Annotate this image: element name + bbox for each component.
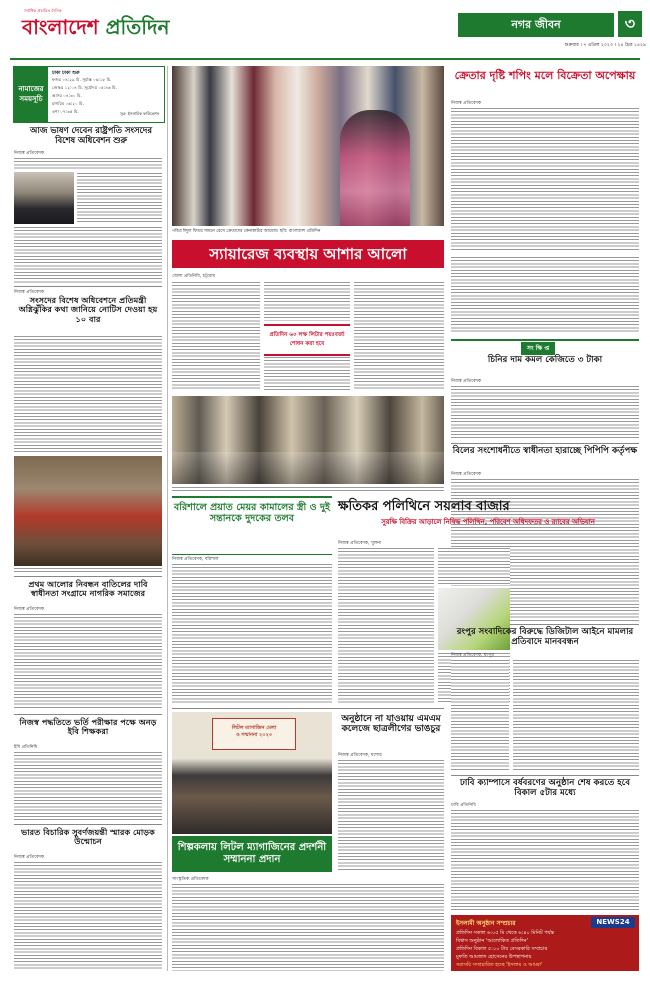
body-text	[14, 226, 162, 283]
divider	[14, 714, 162, 715]
ad-line2: বিশ্বাস অনুষ্ঠান 'আলোকিত প্রতিদিন'	[456, 938, 528, 944]
prayer-note: সূত্র: ইসলামিক ফাউন্ডেশন	[120, 111, 160, 116]
masthead-title-right: প্রতিদিন	[105, 15, 170, 39]
byline-bill: নিজস্ব প্রতিবেদক	[451, 472, 482, 477]
ad-lead: ইসলামী অনুষ্ঠান সম্প্রচার	[456, 920, 516, 927]
body-text	[451, 659, 509, 771]
headline-square: স্যায়ারেজ ব্যবস্থায় আশার আলো	[172, 240, 444, 268]
headline-fire: সংসদের বিশেষ অধিবেশনে প্রতিমন্ত্রী অগ্নিঝুঁকির কথা জানিয়ে নোটিস দেওয়া হয় ১০ বার	[18, 295, 158, 324]
prayer-box	[13, 66, 165, 123]
byline-president: নিজস্ব প্রতিবেদক	[14, 151, 45, 156]
body-text	[14, 613, 162, 710]
headline-campus: ঢাবি ক্যাম্পাসে বর্ষবরণের অনুষ্ঠান শেষ করতে হবে বিকাল ৫টার মধ্যে	[459, 778, 631, 798]
prayer-header: ঢাকা ঢাকা শুরু	[52, 71, 80, 76]
prayer-row: এশা ০৭:৩৫ মি.	[52, 109, 79, 114]
divider	[14, 576, 162, 577]
subhead-market: সুরক্ষি বিক্রির আড়ালে নিষিদ্ধ পলিথিন, পরিবেশ অধিদফতর ও র‍্যাবের অভিযান	[381, 518, 595, 526]
headline-little: শিল্পকলায় লিটল ম্যাগাজিনের প্রদর্শনী সম্মাননা প্রদান	[177, 841, 327, 865]
fire-photo	[14, 456, 162, 566]
section-name: নগর জীবন	[511, 18, 561, 31]
headline-teacher: প্রথম আলোর নিবন্ধন বাতিলের দাবি স্বাধীনতা সংগ্রামে নাগরিক সমাজের	[28, 579, 148, 599]
body-text	[338, 759, 444, 871]
banner-line2: ও সম্মাননা ২০২৩	[235, 732, 273, 738]
headline-barishal: বরিশালে প্রয়াত মেয়র কামালের স্ত্রী ও দুই সন্তানকে দুদকের তলব	[173, 502, 331, 525]
body-text	[14, 157, 162, 169]
body-text	[451, 385, 639, 440]
body-text	[264, 356, 350, 391]
body-text	[264, 281, 350, 321]
headline-shoppers: ক্রেতার দৃষ্টি শপিং মলে বিক্রেতা অপেক্ষায়	[454, 69, 636, 82]
byline-sugar: নিজস্ব প্রতিবেদক	[451, 379, 482, 384]
body-text	[451, 809, 639, 911]
byline-little: সাংস্কৃতিক প্রতিবেদক	[172, 877, 209, 882]
masthead-logo	[22, 13, 169, 46]
body-text	[438, 547, 510, 585]
body-text	[77, 172, 162, 224]
ad-line5: সরাসরি সম্প্রচারিত হচ্ছে 'ইসলাম ও আমরা'	[456, 962, 543, 968]
issue-date: শুক্রবার । ৭ এপ্রিল ২০২৩ । ২৪ চৈত্র ১৪২৯	[564, 43, 646, 48]
headline-rangpur: রংপুর সংবাদিকের বিরুদ্ধে ডিজিটাল আইনে মামলার প্রতিবাদে মানববন্ধন	[456, 627, 634, 647]
byline-campus: ঢাবি প্রতিনিধি	[451, 803, 476, 808]
body-text	[172, 883, 444, 971]
body-text	[14, 751, 162, 821]
divider	[451, 775, 639, 776]
barishal-box	[172, 496, 332, 555]
prayer-title: নামাজের সময়সূচি	[14, 67, 48, 122]
byline-teacher: নিজস্ব প্রতিবেদক	[14, 607, 45, 612]
prayer-row: জোহর ১২:০৪ মি. সূর্যোদয় ০৫:৪৬ মি.	[52, 85, 117, 90]
ad-line3: প্রতিদিন বিকাল ৫:০০ টায় বেসরকারি সম্প্রচার	[456, 946, 548, 952]
body-text	[513, 659, 639, 771]
column-rule	[167, 66, 168, 971]
prayer-row: আসর ০৪:৩০ মি.	[52, 93, 82, 98]
section-bar	[458, 13, 614, 37]
byline-shoppers: নিজস্ব প্রতিবেদক	[451, 101, 482, 106]
banner-line1: লিটল ম্যাগাজিন মেলা	[231, 725, 277, 731]
masthead-tagline: সর্বাধিক প্রচারিত দৈনিক	[24, 8, 62, 13]
byline-college: নিজস্ব প্রতিবেদক, যশোর	[338, 753, 382, 758]
body-text	[14, 335, 162, 453]
meeting-photo-row	[172, 452, 444, 484]
ad-line4: মুফতি আমজাদ হোসেনের উপস্থাপনায়	[456, 954, 532, 960]
divider	[172, 708, 444, 709]
headline-justice: ভারত বিচারিক সুবর্ণজয়ন্তী স্মারক মোড়ক উন্মোচন	[21, 827, 155, 847]
headline-market: ক্ষতিকর পলিথিনে সয়লাব বাজার	[338, 499, 510, 514]
byline-barishal: নিজস্ব প্রতিবেদক, বরিশাল	[172, 557, 219, 562]
brief-header	[451, 339, 639, 354]
brief-tag: সং ক্ষি প্ত	[521, 342, 555, 355]
photo-caption: পবিত্র ঈদুল ফিতর সামনে রেখে ক্রেতাদের কেনাকাটার আমেজ। ছবি: বাংলাদেশ প্রতিদিন	[172, 229, 321, 234]
littlemag-photo	[172, 712, 332, 834]
headline-sugar: চিনির দাম কমল কেজিতে ৩ টাকা	[487, 355, 603, 365]
news24-ad	[451, 915, 639, 971]
body-text	[354, 281, 444, 391]
body-text	[172, 281, 260, 391]
masthead-rule	[10, 58, 640, 60]
ad-logo	[591, 917, 635, 928]
body-text	[14, 861, 162, 971]
headline-college: অনুষ্ঠানে না যাওয়ায় এমএম কলেজে ছাত্রলীগের ভাঙচুর	[341, 714, 441, 735]
byline-market: নিজস্ব প্রতিবেদক, খুলনা	[338, 541, 382, 546]
headline-hsc: নিজস্ব পদ্ধতিতে ভর্তি পরীক্ষার পক্ষে অনড় ইবি শিক্ষকরা	[19, 717, 157, 737]
byline-fire: নিজস্ব প্রতিবেদক	[14, 290, 45, 295]
littlemag-banner	[212, 718, 296, 750]
president-photo	[14, 172, 74, 224]
byline-justice: নিজস্ব প্রতিবেদক	[14, 855, 45, 860]
prayer-row: মাগরিব ০৬:২০ মি.	[52, 101, 84, 106]
byline-square: জেলা প্রতিনিধি, চট্টগ্রাম	[172, 274, 216, 279]
pullquote-text: প্রতিদিন ৬০ লক্ষ লিটার পয়ঃবর্জ্য শোধন করা হবে	[269, 332, 345, 347]
body-text	[172, 563, 332, 703]
pullquote-square	[264, 324, 350, 356]
body-text	[451, 256, 639, 334]
prayer-row: ফজর ০৪:২৯ মি. সূর্যাস্ত ০৬:১৮ মি.	[52, 77, 112, 82]
photo-caption-text	[172, 486, 444, 492]
body-text	[338, 547, 434, 703]
shopping-photo-figure	[340, 110, 410, 226]
body-text	[451, 107, 639, 251]
divider	[451, 443, 639, 444]
headline-bill: বিলের সংশোধনীতে স্বাধীনতা হারাচ্ছে পিপিপি কর্তৃপক্ষ	[452, 446, 638, 456]
divider	[14, 286, 162, 287]
masthead-title-left: বাংলাদেশ	[22, 15, 106, 39]
page-number: ৩	[618, 11, 642, 37]
divider	[14, 824, 162, 825]
littlemag-headline-box	[172, 836, 332, 872]
byline-hsc: ইবি প্রতিনিধি	[14, 745, 38, 750]
ad-line1: প্রতিদিন সকাল ৬:০৫ মি থেকে ৬:৪০ মিনিট পর্যন্ত	[456, 930, 554, 936]
ad-logo-text: NEWS24	[596, 918, 630, 926]
photo-caption-text	[14, 567, 162, 573]
masthead	[10, 8, 646, 56]
byline-rangpur: নিজস্ব প্রতিবেদক, রংপুর	[451, 653, 494, 658]
headline-president: আজ ভাষণ দেবেন রাষ্ট্রপতি সংসদের বিশেষ অধিবেশন শুরু	[30, 125, 152, 145]
